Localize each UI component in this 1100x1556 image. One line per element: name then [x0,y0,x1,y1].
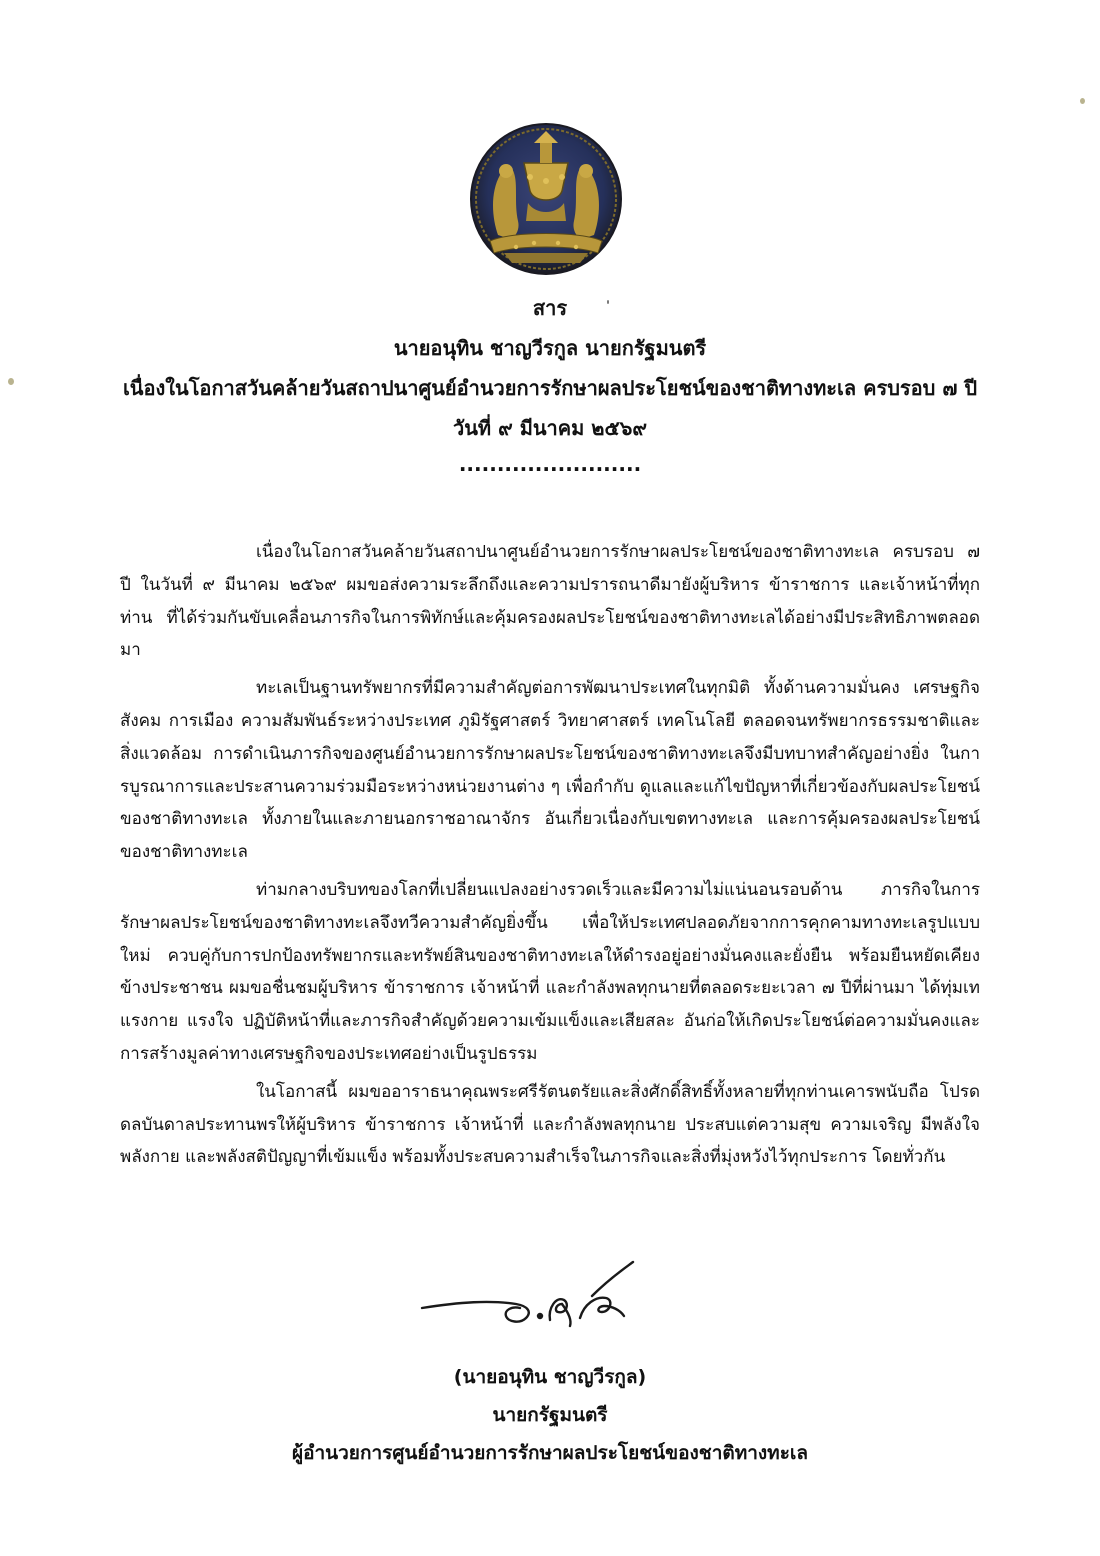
garuda-seal-icon [470,123,622,275]
paragraph-1: เนื่องในโอกาสวันคล้ายวันสถาปนาศูนย์อำนวยการรักษาผลประโยชน์ของชาติทางทะเล ครบรอบ ๗ ปี ในวันที่ ๙ มีนาคม ๒๕๖๙ ผมขอส่งความระลึกถึงและความปรารถนาดีมายังผู้บริหาร ข้าราชการ และเจ้าหน้าที่ทุกท่าน ที่ได้ร่วมกันขับเคลื่อนภารกิจในการพิทักษ์และคุ้มครองผลประโยชน์ของชาติทางทะเลได้อย่างมีประสิทธิภาพตลอดมา [120,542,980,661]
handwritten-signature-icon [420,1256,635,1336]
occasion-line: เนื่องในโอกาสวันคล้ายวันสถาปนาศูนย์อำนวยการรักษาผลประโยชน์ของชาติทางทะเล ครบรอบ ๗ ปี [122,376,978,400]
message-body [120,536,980,1179]
separator-dots: ........................ [458,452,642,476]
signer-position: นายกรัฐมนตรี [492,1404,608,1426]
signer-name: (นายอนุทิน ชาญวีรกูล) [453,1366,647,1388]
paragraph-2: ทะเลเป็นฐานทรัพยากรที่มีความสำคัญต่อการพัฒนาประเทศในทุกมิติ ทั้งด้านความมั่นคง เศรษฐกิจ สังคม การเมือง ความสัมพันธ์ระหว่างประเทศ ภูมิรัฐศาสตร์ วิทยาศาสตร์ เทคโนโลยี ตลอดจนทรัพยากรธรรมชาติและสิ่งแวดล้อม การดำเนินภารกิจของศูนย์อำนวยการรักษาผลประโยชน์ของชาติทางทะเลจึงมีบทบาทสำคัญอย่างยิ่ง ในการบูรณาการและประสานความร่วมมือระหว่างหน่วยงานต่าง ๆ เพื่อกำกับ ดูแลและแก้ไขปัญหาที่เกี่ยวข้องกับผลประโยชน์ของชาติทางทะเล ทั้งภายในและภายนอกราชอาณาจักร อันเกี่ยวเนื่องกับเขตทางทะเล และการคุ้มครองผลประโยชน์ของชาติทางทะเล [120,678,980,863]
signature-block [0,1358,1100,1472]
date-line: วันที่ ๙ มีนาคม ๒๕๖๙ [453,416,647,440]
speaker-line: นายอนุทิน ชาญวีรกูล นายกรัฐมนตรี [393,336,707,360]
paragraph-4: ในโอกาสนี้ ผมขออาราธนาคุณพระศรีรัตนตรัยและสิ่งศักดิ์สิทธิ์ทั้งหลายที่ทุกท่านเคารพนับถือ โปรดดลบันดาลประทานพรให้ผู้บริหาร ข้าราชการ เจ้าหน้าที่ และกำลังพลทุกนาย ประสบแต่ความสุข ความเจริญ มีพลังใจ พลังกาย และพลังสติปัญญาที่เข้มแข็ง พร้อมทั้งประสบความสำเร็จในภารกิจและสิ่งที่มุ่งหวังไว้ทุกประการ โดยทั่วกัน [120,1081,980,1168]
paragraph-3: ท่ามกลางบริบทของโลกที่เปลี่ยนแปลงอย่างรวดเร็วและมีความไม่แน่นอนรอบด้าน ภารกิจในการรักษาผลประโยชน์ของชาติทางทะเลจึงทวีความสำคัญยิ่งขึ้น เพื่อให้ประเทศปลอดภัยจากการคุกคามทางทะเลรูปแบบใหม่ ควบคู่กับการปกป้องทรัพยากรและทรัพย์สินของชาติทางทะเลให้ดำรงอยู่อย่างมั่นคงและยั่งยืน พร้อมยืนหยัดเคียงข้างประชาชน ผมขอชื่นชมผู้บริหาร ข้าราชการ เจ้าหน้าที่ และกำลังพลทุกนายที่ตลอดระยะเวลา ๗ ปีที่ผ่านมา ได้ทุ่มเทแรงกาย แรงใจ ปฏิบัติหน้าที่และภารกิจสำคัญด้วยความเข้มแข็งและเสียสละ อันก่อให้เกิดประโยชน์ต่อความมั่นคงและการสร้างมูลค่าทางเศรษฐกิจของประเทศอย่างเป็นรูปธรรม [120,879,980,1064]
signer-role: ผู้อำนวยการศูนย์อำนวยการรักษาผลประโยชน์ของชาติทางทะเล [291,1442,809,1464]
scan-speck [1080,98,1085,104]
message-header [0,288,1100,476]
document-type-label: สาร [532,296,568,320]
